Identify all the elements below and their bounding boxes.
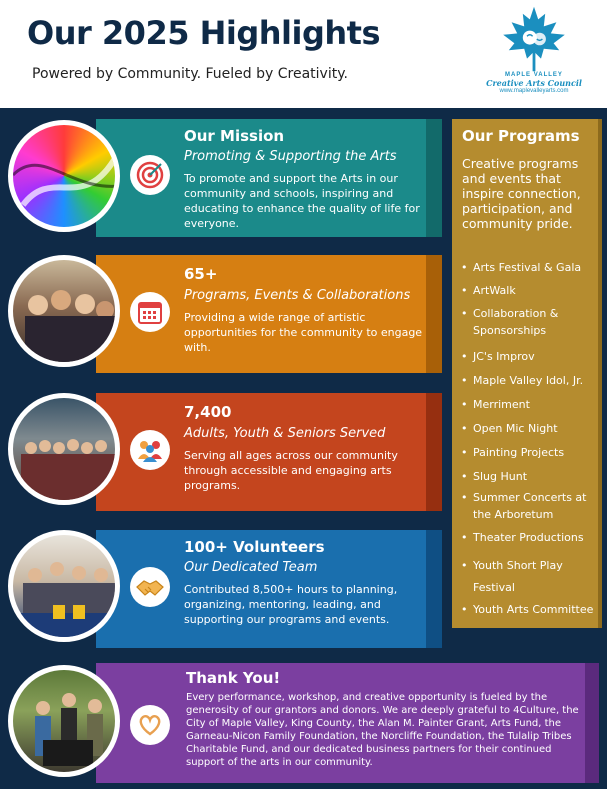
program-item: • Summer Concerts at the Arboretum <box>461 489 601 523</box>
program-item: • Open Mic Night <box>461 420 601 437</box>
header <box>0 0 607 108</box>
maple-leaf-icon <box>499 4 569 74</box>
program-item: • Arts Festival & Gala <box>461 259 601 276</box>
handshake-icon <box>130 567 170 607</box>
program-item: • Youth Short Play Festival <box>461 555 601 599</box>
card-title: 100+ Volunteers <box>184 538 325 556</box>
logo-url[interactable]: www.maplevalleyarts.com <box>499 88 569 94</box>
program-item: • Collaboration & Sponsorships <box>461 305 601 339</box>
photo-youth-group <box>8 255 120 367</box>
card-accent <box>426 393 442 511</box>
logo-line-1: MAPLE VALLEY <box>505 72 563 78</box>
program-item: • Slug Hunt <box>461 468 601 485</box>
card-title: Our Mission <box>184 127 285 145</box>
photo-outdoor-group <box>8 665 120 777</box>
card-accent <box>426 255 442 373</box>
card-accent <box>426 119 442 237</box>
card-subtitle: Programs, Events & Collaborations <box>184 288 411 303</box>
calendar-icon <box>130 292 170 332</box>
card-subtitle: Our Dedicated Team <box>184 560 318 575</box>
heart-hands-icon <box>130 705 170 745</box>
photo-volunteers <box>8 530 120 642</box>
program-item: • JC's Improv <box>461 348 601 365</box>
people-icon <box>130 430 170 470</box>
program-item: • Painting Projects <box>461 444 601 461</box>
card-body: Serving all ages across our community through accessible and engaging arts programs. <box>184 449 398 492</box>
photo-paint-swirl <box>8 120 120 232</box>
card-body: To promote and support the Arts in our community and schools, inspiring and educating to enhance the quality of life for everyone. <box>184 172 420 230</box>
thanks-title: Thank You! <box>186 669 281 687</box>
thanks-body: Every performance, workshop, and creative opportunity is fueled by the generosity of our grantors and donors. We are deeply grateful to 4Culture, the City of Maple Valley, King County, the Alan M. Painter Grant, Arts Fund, the Garneau-Nicon Family Foundation, the Norcliffe Foundation, the Tulalip Tribes Charitable Fund, and our dedicated business partners for their continued support of the arts in our community. <box>186 692 579 768</box>
program-item: • Youth Arts Committee <box>461 601 601 618</box>
card-body: Contributed 8,500+ hours to planning, organizing, mentoring, leading, and supporting our programs and events. <box>184 583 398 626</box>
program-item: • Theater Productions <box>461 529 601 546</box>
programs-panel <box>452 119 602 628</box>
photo-community-group <box>8 393 120 505</box>
page-title: Our 2025 Highlights <box>27 14 381 52</box>
page-tagline: Powered by Community. Fueled by Creativity. <box>32 66 348 82</box>
program-item: • Merriment <box>461 396 601 413</box>
thank-you-panel <box>96 663 599 783</box>
panel-accent <box>585 663 599 783</box>
programs-title: Our Programs <box>462 127 580 145</box>
card-subtitle: Adults, Youth & Seniors Served <box>184 426 386 441</box>
program-item: • ArtWalk <box>461 282 601 299</box>
programs-intro: Creative programs and events that inspire connection, participation, and community pride. <box>462 156 581 231</box>
card-subtitle: Promoting & Supporting the Arts <box>184 149 397 164</box>
card-accent <box>426 530 442 648</box>
program-item: • Maple Valley Idol, Jr. <box>461 372 601 389</box>
card-title: 7,400 <box>184 403 232 421</box>
council-logo[interactable] <box>478 4 590 106</box>
card-body: Providing a wide range of artistic opportunities for the community to engage with. <box>184 311 423 354</box>
logo-line-2: Creative Arts Council <box>486 78 582 88</box>
card-title: 65+ <box>184 265 218 283</box>
target-icon <box>130 155 170 195</box>
